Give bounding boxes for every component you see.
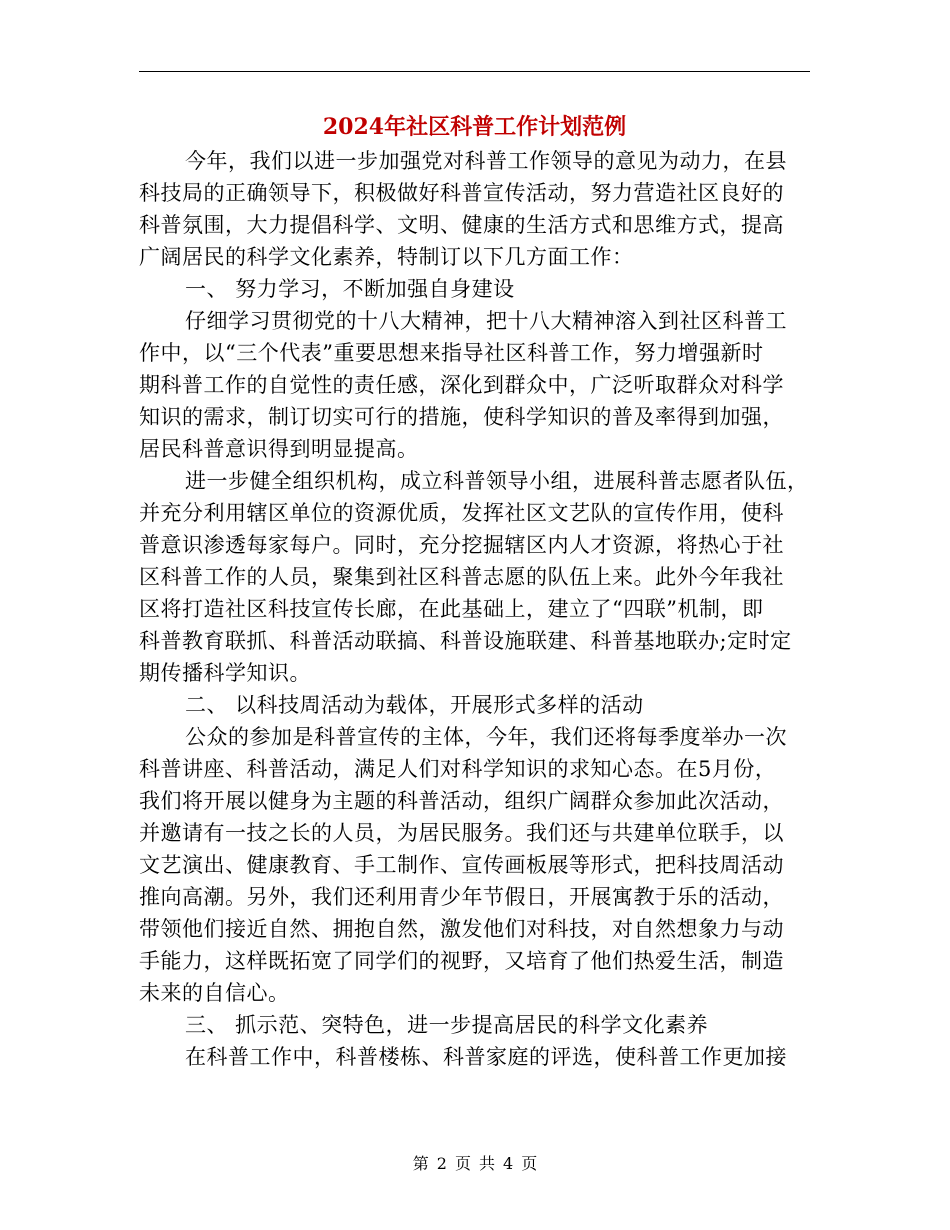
paragraph-line: 进一步健全组织机构，成立科普领导小组，进展科普志愿者队伍，	[185, 469, 809, 493]
total-suffix: 页	[521, 1154, 538, 1173]
paragraph-line: 科普氛围，大力提倡科学、文明、健康的生活方式和思维方式，提高	[139, 213, 784, 237]
paragraph-line: 文艺演出、健康教育、手工制作、宣传画板展等形式，把科技周活动	[139, 853, 784, 877]
paragraph-line: 科技局的正确领导下，积极做好科普宣传活动，努力营造社区良好的	[139, 181, 784, 205]
document-body	[139, 145, 810, 1073]
paragraph-line: 居民科普意识得到明显提高。	[139, 437, 419, 461]
paragraph-line: 区将打造社区科技宣传长廊，在此基础上，建立了“四联”机制，即	[139, 597, 764, 621]
paragraph-line: 今年，我们以进一步加强党对科普工作领导的意见为动力，在县	[185, 149, 787, 173]
paragraph-line: 期科普工作的自觉性的责任感，深化到群众中，广泛听取群众对科学	[139, 373, 784, 397]
paragraph-line: 知识的需求，制订切实可行的措施，使科学知识的普及率得到加强，	[139, 405, 784, 429]
paragraph-line: 在科普工作中，科普楼栋、科普家庭的评选，使科普工作更加接	[185, 1045, 787, 1069]
paragraph-line: 未来的自信心。	[139, 981, 290, 1005]
paragraph-line: 带领他们接近自然、拥抱自然，激发他们对科技，对自然想象力与动	[139, 917, 784, 941]
section-heading: 二、 以科技周活动为载体，开展形式多样的活动	[185, 693, 644, 717]
page-word: 页	[454, 1154, 471, 1173]
paragraph-line: 我们将开展以健身为主题的科普活动，组织广阔群众参加此次活动，	[139, 789, 784, 813]
section-heading: 一、 努力学习，不断加强自身建设	[185, 277, 515, 301]
paragraph-line: 科普教育联抓、科普活动联搞、科普设施联建、科普基地联办;定时定	[139, 629, 792, 653]
paragraph-line: 手能力，这样既拓宽了同学们的视野，又培育了他们热爱生活，制造	[139, 949, 784, 973]
paragraph-line: 普意识渗透每家每户。同时，充分挖掘辖区内人才资源，将热心于社	[139, 533, 784, 557]
paragraph-line: 区科普工作的人员，聚集到社区科普志愿的队伍上来。此外今年我社	[139, 565, 784, 589]
paragraph-line: 期传播科学知识。	[139, 661, 311, 685]
paragraph-line: 并充分利用辖区单位的资源优质，发挥社区文艺队的宣传作用，使科	[139, 501, 784, 525]
paragraph-line: 作中，以“三个代表”重要思想来指导社区科普工作，努力增强新时	[139, 341, 764, 365]
page-footer	[0, 1152, 950, 1176]
paragraph-line: 科普讲座、科普活动，满足人们对科学知识的求知心态。在5月份，	[139, 757, 777, 781]
paragraph-line: 仔细学习贯彻党的十八大精神，把十八大精神溶入到社区科普工	[185, 309, 787, 333]
section-heading: 三、 抓示范、突特色，进一步提高居民的科学文化素养	[185, 1013, 709, 1037]
current-page-number: 2	[436, 1154, 447, 1173]
total-prefix: 共	[479, 1154, 496, 1173]
paragraph-line: 公众的参加是科普宣传的主体，今年，我们还将每季度举办一次	[185, 725, 787, 749]
paragraph-line: 推向高潮。另外，我们还利用青少年节假日，开展寓教于乐的活动，	[139, 885, 784, 909]
page-prefix: 第	[412, 1154, 429, 1173]
total-pages-number: 4	[503, 1154, 514, 1173]
paragraph-line: 广阔居民的科学文化素养，特制订以下几方面工作：	[139, 245, 634, 269]
header-rule	[139, 71, 810, 72]
document-title: 2024年社区科普工作计划范例	[322, 114, 627, 140]
paragraph-line: 并邀请有一技之长的人员，为居民服务。我们还与共建单位联手，以	[139, 821, 784, 845]
